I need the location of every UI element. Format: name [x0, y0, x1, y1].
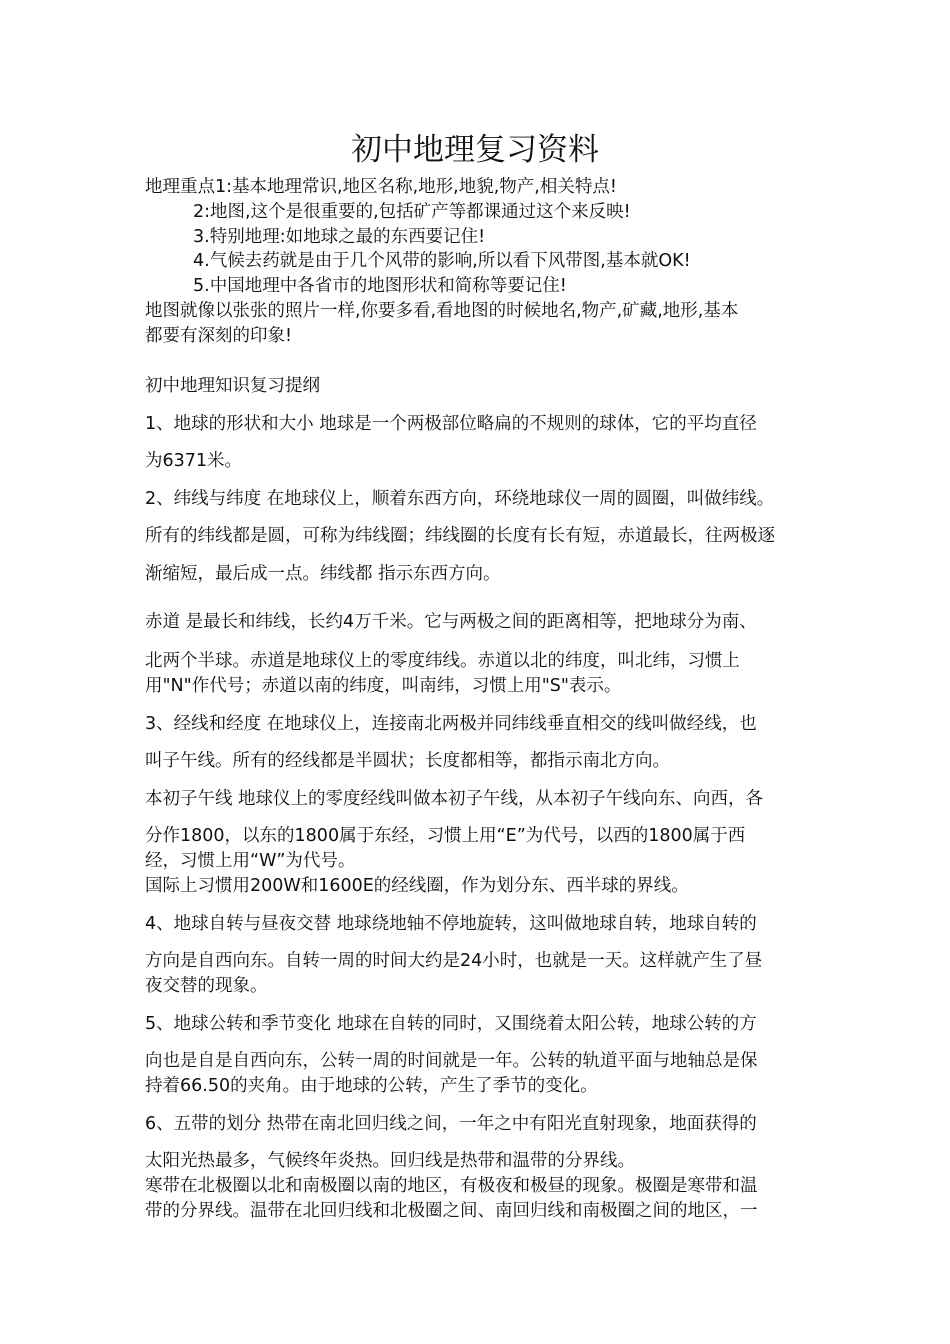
body-line: 国际上习惯用200W和1600E的经线圈，作为划分东、西半球的界线。	[145, 876, 689, 896]
body-line: 太阳光热最多，气候终年炎热。回归线是热带和温带的分界线。	[145, 1151, 635, 1171]
body-line: 渐缩短，最后成一点。纬线都 指示东西方向。	[145, 564, 501, 584]
intro-line: 5.中国地理中各省市的地图形状和简称等要记住!	[193, 276, 567, 296]
document-title: 初中地理复习资料	[351, 132, 599, 168]
body-line: 1、地球的形状和大小 地球是一个两极部位略扁的不规则的球体，它的平均直径	[145, 414, 757, 434]
body-line: 赤道 是最长和纬线，长约4万千米。它与两极之间的距离相等，把地球分为南、	[145, 612, 757, 632]
body-line: 夜交替的现象。	[145, 976, 268, 996]
body-line: 持着66.50的夹角。由于地球的公转，产生了季节的变化。	[145, 1076, 598, 1096]
body-line: 本初子午线 地球仪上的零度经线叫做本初子午线，从本初子午线向东、向西，各	[145, 789, 764, 809]
intro-line: 地图就像以张张的照片一样,你要多看,看地图的时候地名,物产,矿藏,地形,基本	[145, 301, 739, 321]
intro-line: 地理重点1:基本地理常识,地区名称,地形,地貌,物产,相关特点!	[145, 177, 617, 197]
body-line: 经，习惯上用“W”为代号。	[145, 851, 356, 871]
body-line: 所有的纬线都是圆，可称为纬线圈；纬线圈的长度有长有短，赤道最长，往两极逐	[145, 526, 775, 546]
body-line: 向也是自是自西向东，公转一周的时间就是一年。公转的轨道平面与地轴总是保	[145, 1051, 758, 1071]
body-line: 方向是自西向东。自转一周的时间大约是24小时，也就是一天。这样就产生了昼	[145, 951, 763, 971]
outline-heading: 初中地理知识复习提纲	[145, 376, 320, 396]
body-line: 3、经线和经度 在地球仪上，连接南北两极并同纬线垂直相交的线叫做经线，也	[145, 714, 757, 734]
intro-line: 4.气候去药就是由于几个风带的影响,所以看下风带图,基本就OK!	[193, 251, 691, 271]
body-line: 5、地球公转和季节变化 地球在自转的同时，又围绕着太阳公转，地球公转的方	[145, 1014, 757, 1034]
body-line: 寒带在北极圈以北和南极圈以南的地区，有极夜和极昼的现象。极圈是寒带和温	[145, 1176, 758, 1196]
body-line: 分作1800，以东的1800属于东经，习惯上用“E”为代号，以西的1800属于西	[145, 826, 746, 846]
body-line: 2、纬线与纬度 在地球仪上，顺着东西方向，环绕地球仪一周的圆圈，叫做纬线。	[145, 489, 775, 509]
body-line: 4、地球自转与昼夜交替 地球绕地轴不停地旋转，这叫做地球自转，地球自转的	[145, 914, 757, 934]
body-line: 带的分界线。温带在北回归线和北极圈之间、南回归线和南极圈之间的地区，一	[145, 1201, 758, 1221]
intro-line: 2:地图,这个是很重要的,包括矿产等都课通过这个来反映!	[193, 202, 631, 222]
body-line: 北两个半球。赤道是地球仪上的零度纬线。赤道以北的纬度，叫北纬，习惯上	[145, 651, 740, 671]
body-line: 叫子午线。所有的经线都是半圆状；长度都相等，都指示南北方向。	[145, 751, 670, 771]
body-line: 6、五带的划分 热带在南北回归线之间，一年之中有阳光直射现象，地面获得的	[145, 1114, 757, 1134]
intro-line: 3.特别地理:如地球之最的东西要记住!	[193, 227, 486, 247]
body-line: 为6371米。	[145, 451, 243, 471]
intro-line: 都要有深刻的印象!	[145, 326, 293, 346]
body-line: 用"N"作代号；赤道以南的纬度，叫南纬，习惯上用"S"表示。	[145, 676, 622, 696]
